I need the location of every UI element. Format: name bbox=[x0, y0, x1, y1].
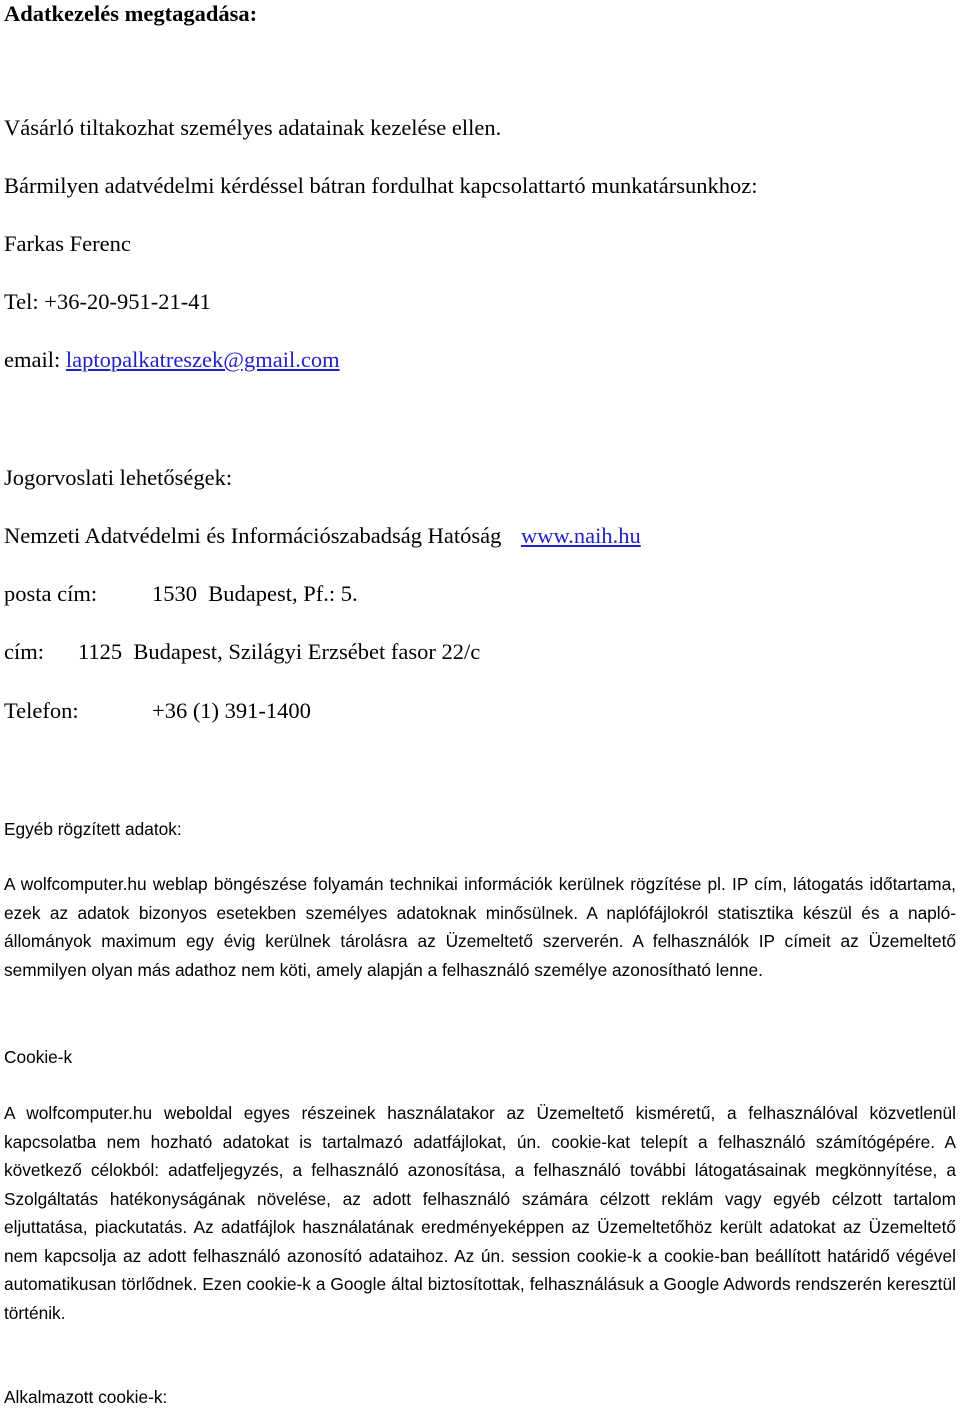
address-row bbox=[4, 638, 480, 666]
section-title-refusal: Adatkezelés megtagadása: bbox=[4, 1, 258, 26]
contact-phone: Tel: +36-20-951-21-41 bbox=[4, 289, 211, 314]
postal-value: 1530 Budapest, Pf.: 5. bbox=[152, 581, 358, 606]
contact-email-row bbox=[4, 346, 340, 374]
email-label: email: bbox=[4, 347, 61, 372]
section-title-remedies: Jogorvoslati lehetőségek: bbox=[4, 465, 233, 490]
section-title-applied-cookies: Alkalmazott cookie-k: bbox=[4, 1387, 168, 1407]
other-data-paragraph: A wolfcomputer.hu weblap böngészése folyamán technikai információk kerülnek rögzítése pl. IP cím, látogatás időtartama, ezek az adatok bizonyos esetekben személyes adatoknak minősülnek. A naplófájlokról statisztika készül és a napló-állományok maximum egy évig kerülnek tárolásra az Üzemeltető szerverén. A felhasználók IP címeit az Üzemeltető semmilyen olyan más adathoz nem köti, amely alapján a felhasználó személye azonosítható lenne. bbox=[4, 874, 956, 980]
phone-value: +36 (1) 391-1400 bbox=[152, 698, 311, 723]
contact-intro-text: Bármilyen adatvédelmi kérdéssel bátran fordulhat kapcsolattartó munkatársunkhoz: bbox=[4, 173, 758, 198]
contact-name: Farkas Ferenc bbox=[4, 231, 131, 256]
address-value: 1125 Budapest, Szilágyi Erzsébet fasor 22/c bbox=[78, 639, 481, 664]
authority-website-link[interactable]: www.naih.hu bbox=[520, 523, 641, 548]
postal-label: posta cím: bbox=[4, 581, 98, 606]
section-title-other-data: Egyéb rögzített adatok: bbox=[4, 819, 182, 839]
phone-label: Telefon: bbox=[4, 698, 79, 723]
section-title-cookies: Cookie-k bbox=[4, 1047, 73, 1067]
cookies-paragraph: A wolfcomputer.hu weboldal egyes részeinek használatakor az Üzemeltető kisméretű, a felhasználóval közvetlenül kapcsolatba nem hozható adatokat is tartalmazó adatfájlokat, ún. cookie-kat telepít a felhasználó számítógépére. A következő célokból: adatfeljegyzés, a felhasználó azonosítása, a felhasználó további látogatásainak megkönnyítése, a Szolgáltatás hatékonyságának növelése, az adott felhasználó számára célzott reklám vagy egyéb célzott tartalom eljuttatása, piackutatás. Az adatfájlok használatának eredményeképpen az Üzemeltetőhöz került adatokat az Üzemeltető nem kapcsolja az adott felhasználó azonosító adataihoz. Az ún. session cookie-k a cookie-ban beállított határidő végével automatikusan törlődnek. Ezen cookie-k a Google által biztosítottak, felhasználásuk a Google Adwords rendszerén keresztül történik. bbox=[4, 1103, 956, 1323]
email-link[interactable]: laptopalkatreszek@gmail.com bbox=[65, 347, 340, 372]
phone-row bbox=[4, 697, 311, 725]
authority-row bbox=[4, 522, 641, 550]
address-label: cím: bbox=[4, 639, 44, 664]
authority-name: Nemzeti Adatvédelmi és Információszabadság Hatóság bbox=[4, 523, 502, 548]
postal-address-row bbox=[4, 580, 358, 608]
objection-text: Vásárló tiltakozhat személyes adatainak kezelése ellen. bbox=[4, 115, 502, 140]
